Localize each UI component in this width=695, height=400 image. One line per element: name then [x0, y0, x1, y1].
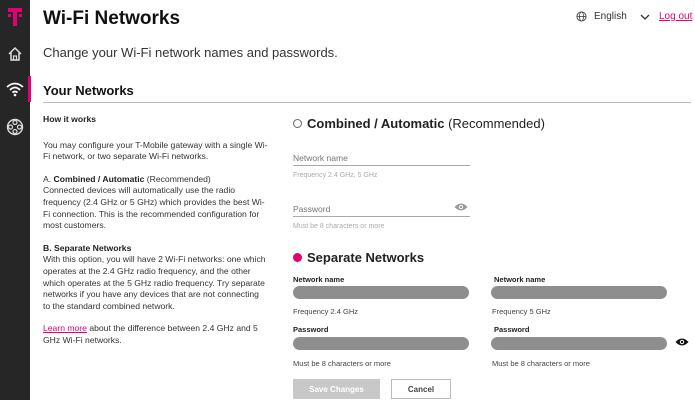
- wifi-icon: [6, 81, 24, 97]
- combined-password-hint: Must be 8 characters or more: [293, 223, 385, 230]
- combined-network-name-input[interactable]: [293, 150, 470, 166]
- option-b-title: B. Separate Networks: [43, 242, 132, 253]
- help-learn-more: [43, 323, 268, 346]
- help-option-b: [43, 243, 268, 313]
- option-a-title: Combined / Automatic: [53, 173, 145, 184]
- page-title: Wi-Fi Networks: [43, 8, 181, 29]
- band5-show-password-eye-icon[interactable]: [675, 337, 689, 347]
- separate-radio[interactable]: [293, 253, 302, 262]
- band24-name-label: Network name: [293, 275, 345, 284]
- learn-more-link[interactable]: Learn more: [43, 323, 87, 334]
- option-a-suffix: (Recommended): [144, 173, 211, 184]
- separate-title: Separate Networks: [307, 250, 425, 265]
- combined-password-input[interactable]: [293, 201, 470, 217]
- band24-frequency: Frequency 2.4 GHz: [293, 307, 359, 316]
- globe-icon: [576, 11, 587, 22]
- cancel-button[interactable]: Cancel: [391, 379, 451, 399]
- nav-wifi[interactable]: [3, 77, 27, 101]
- logout-link[interactable]: Log out: [659, 11, 693, 22]
- home-icon: [7, 46, 23, 62]
- band5-frequency: Frequency 5 GHz: [492, 307, 551, 316]
- t-mobile-logo-icon[interactable]: [8, 8, 22, 26]
- option-b-text: With this option, you will have 2 Wi-Fi networks: one which operates at the 2.4 GHz radio frequency, and the other which operates at the 5 GHz radio frequency. Try separate networks if you have any devices that are not connecting to the standard combined network.: [43, 254, 266, 311]
- band24-password-input[interactable]: [293, 337, 469, 350]
- network-icon: [6, 118, 24, 136]
- band24-network-name-input[interactable]: [293, 286, 469, 299]
- nav-active-indicator: [28, 76, 31, 102]
- band5-network-name-input[interactable]: [491, 286, 667, 299]
- chevron-down-icon: [640, 12, 650, 22]
- band5-password-input[interactable]: [491, 337, 667, 350]
- band5-password-label: Password: [494, 325, 530, 334]
- help-panel: [43, 114, 268, 358]
- save-changes-button[interactable]: Save Changes: [293, 379, 380, 399]
- nav-network[interactable]: [3, 115, 27, 139]
- language-selector[interactable]: [576, 11, 650, 22]
- page-subtitle: Change your Wi-Fi network names and passwords.: [43, 45, 338, 60]
- option-a-text: Connected devices will automatically use the radio frequency (2.4 GHz or 5 GHz) which provides the best Wi-Fi connection. This is the recommended configuration for most customers.: [43, 185, 265, 231]
- help-intro: You may configure your T-Mobile gateway with a single Wi-Fi network, or two separate Wi-Fi networks.: [43, 139, 268, 162]
- band24-password-label: Password: [293, 325, 329, 334]
- band5-password-hint: Must be 8 characters or more: [492, 359, 590, 368]
- band24-password-hint: Must be 8 characters or more: [293, 359, 391, 368]
- learn-more-text: about the difference between 2.4 GHz and 5 GHz Wi-Fi networks.: [43, 323, 258, 345]
- help-heading: How it works: [43, 114, 97, 124]
- combined-show-password-eye-icon[interactable]: [454, 202, 468, 212]
- section-divider: [43, 102, 691, 103]
- combined-title-suffix: (Recommended): [444, 116, 545, 131]
- combined-title: [307, 116, 545, 131]
- nav-home[interactable]: [3, 42, 27, 66]
- combined-radio[interactable]: [293, 119, 302, 128]
- section-title: Your Networks: [43, 83, 134, 98]
- band5-name-label: Network name: [494, 275, 546, 284]
- combined-title-bold: Combined / Automatic: [307, 116, 445, 131]
- option-a-prefix: A.: [43, 173, 54, 184]
- help-option-a: [43, 174, 268, 232]
- sidebar: [0, 0, 30, 400]
- language-label: English: [594, 11, 627, 22]
- combined-frequency: Frequency 2.4 GHz, 5 GHz: [293, 172, 378, 179]
